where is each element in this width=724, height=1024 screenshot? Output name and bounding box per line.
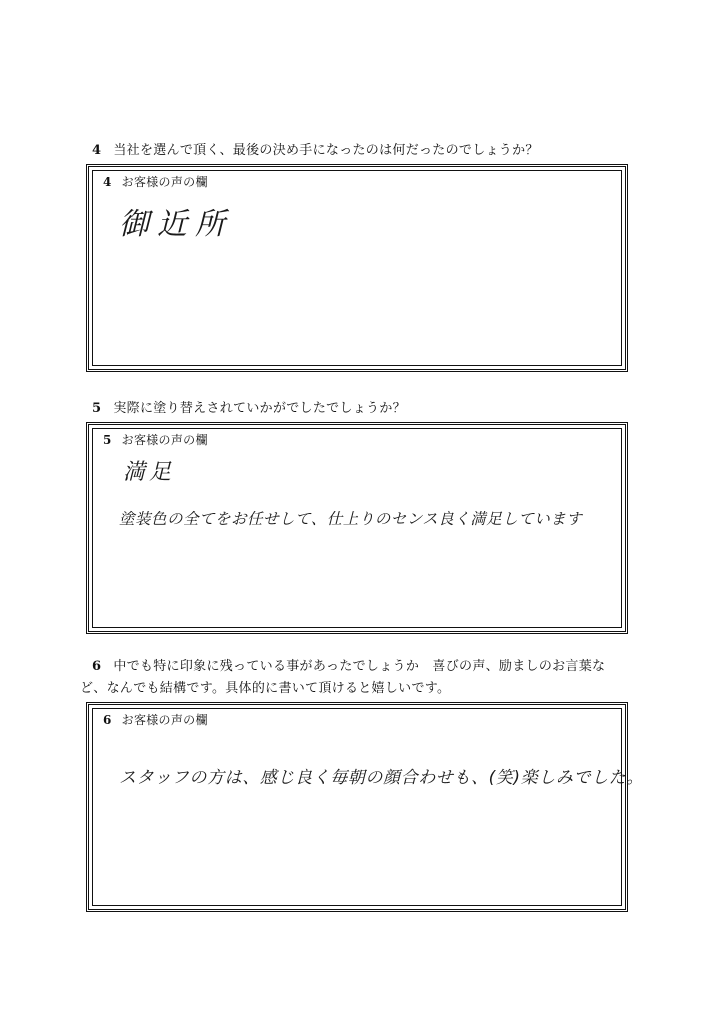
answer-box-5 [86, 422, 628, 634]
answer-box-4 [86, 164, 628, 372]
answer-box-6-number: 6 [103, 713, 112, 727]
handwritten-answer-4: 御近所 [119, 207, 233, 242]
handwritten-answer-6: スタッフの方は、感じ良く毎朝の顔合わせも、(笑)楽しみでした。 [119, 768, 644, 788]
question-4-number: 4 [92, 143, 102, 158]
question-5-text: 実際に塗り替えされていかがでしたでしょうか？ [113, 401, 406, 416]
question-4-text: 当社を選んで頂く、最後の決め手になったのは何だったのでしょうか？ [113, 143, 539, 158]
answer-box-4-label [103, 173, 208, 190]
handwritten-answer-5-line2: 塗装色の全てをお任せして、仕上りのセンス良く満足しています [119, 510, 583, 528]
question-6-text-line2: ど、なんでも結構です。具体的に書いて頂けると嬉しいです。 [80, 681, 451, 696]
answer-box-6-label-text: お客様の声の欄 [121, 713, 208, 727]
answer-box-6 [86, 702, 644, 912]
answer-box-5-label-text: お客様の声の欄 [121, 433, 208, 447]
answer-box-6-label [103, 711, 208, 728]
answer-box-5-label [103, 431, 208, 448]
question-6 [80, 656, 672, 700]
answer-box-5-number: 5 [103, 433, 112, 447]
answer-box-4-label-text: お客様の声の欄 [121, 175, 208, 189]
handwritten-answer-5-line1: 満足 [123, 460, 176, 485]
question-6-text-line1: 中でも特に印象に残っている事があったでしょうか 喜びの声、励ましのお言葉な [113, 659, 606, 674]
answer-box-4-number: 4 [103, 175, 112, 189]
question-4 [92, 140, 672, 162]
question-6-number: 6 [92, 659, 102, 674]
question-5 [92, 398, 672, 420]
question-5-number: 5 [92, 401, 102, 416]
